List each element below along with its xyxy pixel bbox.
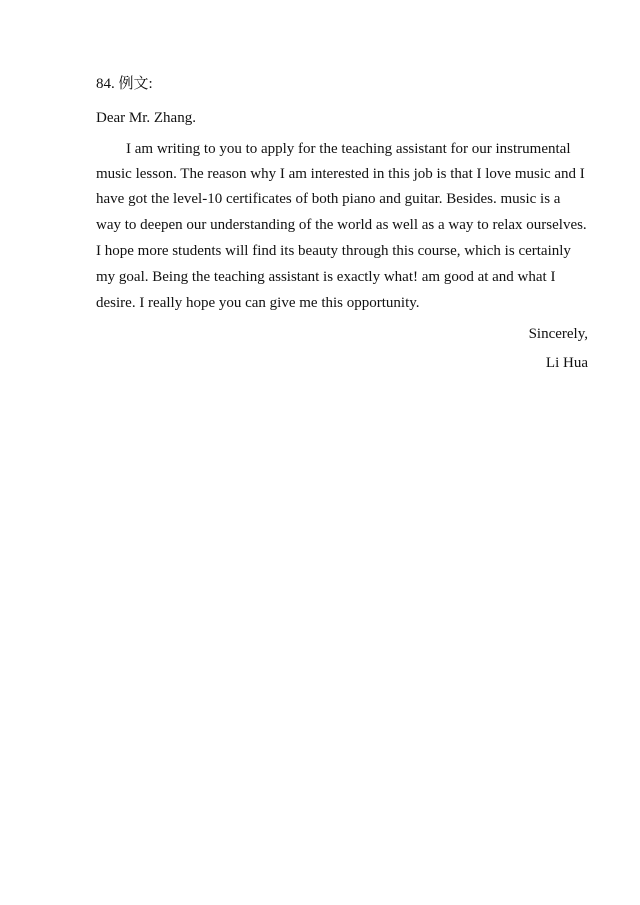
letter-body-line: desire. I really hope you can give me this opportunity. bbox=[96, 295, 420, 311]
letter-body-line: I hope more students will find its beauty through this course, which is certainly bbox=[96, 243, 571, 259]
letter-body-line: my goal. Being the teaching assistant is exactly what! am good at and what I bbox=[96, 269, 556, 285]
letter-body-line: have got the level-10 certificates of both piano and guitar. Besides. music is a bbox=[96, 191, 561, 207]
letter-body-line: I am writing to you to apply for the teaching assistant for our instrumental bbox=[126, 141, 571, 157]
letter-signature: Li Hua bbox=[545, 355, 588, 371]
question-heading: 84. 例文: bbox=[96, 76, 153, 92]
letter-salutation: Dear Mr. Zhang. bbox=[96, 110, 196, 126]
letter-body-line: music lesson. The reason why I am interested in this job is that I love music and I bbox=[96, 166, 585, 182]
letter-closing: Sincerely, bbox=[528, 326, 588, 342]
letter-body-line: way to deepen our understanding of the world as well as a way to relax ourselves. bbox=[96, 217, 587, 233]
